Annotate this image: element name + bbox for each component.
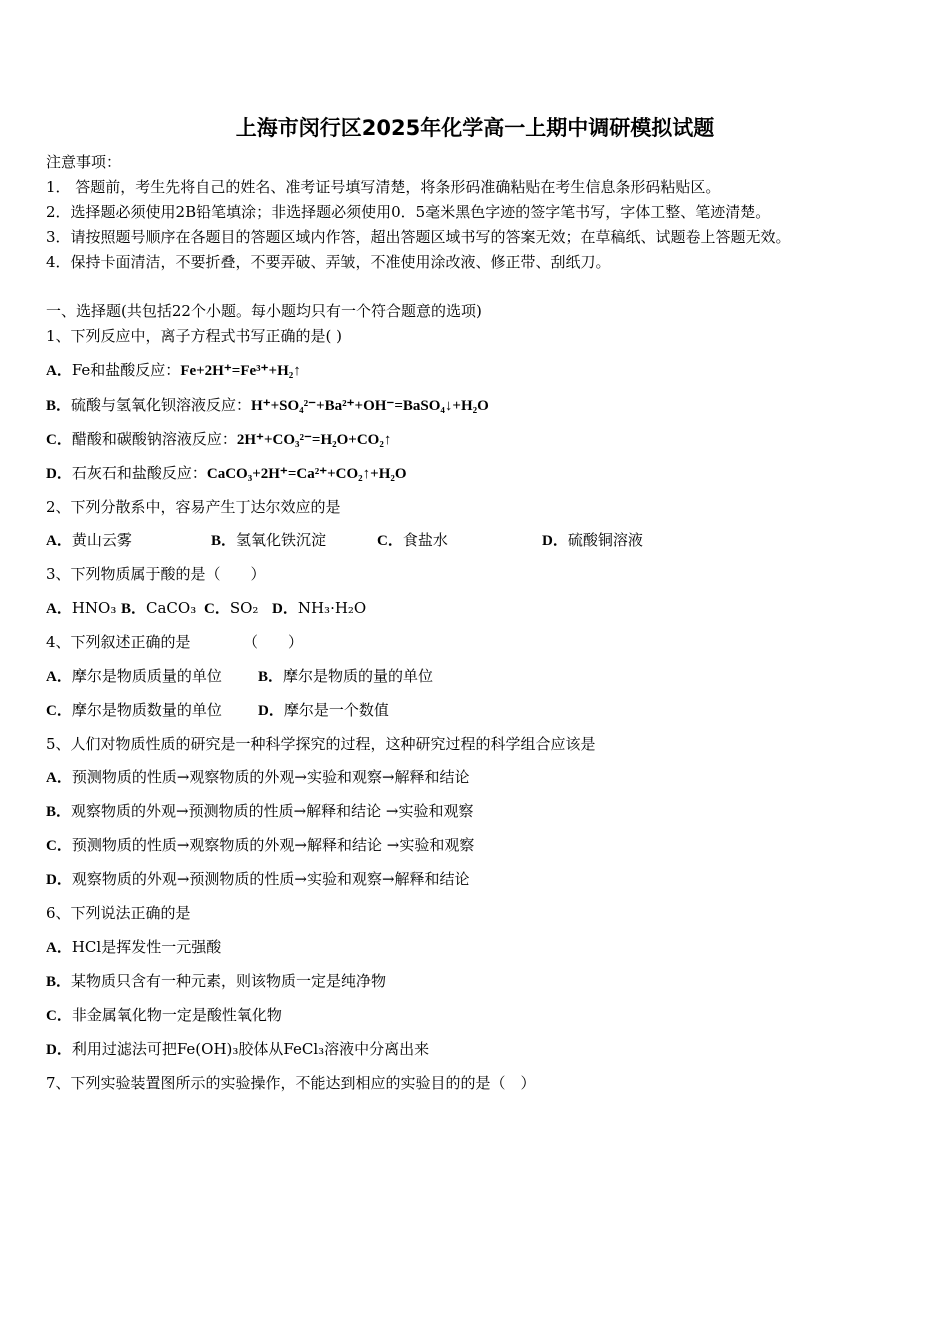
option-label: B． xyxy=(211,533,237,549)
option-text: 硫酸铜溶液 xyxy=(567,531,643,549)
question-3-option-b xyxy=(121,598,196,619)
question-5-option-d xyxy=(46,869,470,890)
question-6-option-c xyxy=(46,1005,282,1026)
question-4-option-c xyxy=(46,700,222,721)
question-3-option-a xyxy=(46,598,116,619)
option-formula: CaCO₃+2H⁺=Ca²⁺+CO₂↑+H₂O xyxy=(206,466,407,482)
question-5-stem: 5、人们对物质性质的研究是一种科学探究的过程，这种研究过程的科学组合应该是 xyxy=(46,735,596,753)
question-4-option-d xyxy=(258,700,389,721)
option-text: 摩尔是物质质量的单位 xyxy=(71,667,222,685)
option-label: B． xyxy=(46,804,72,820)
option-text: SO₂ xyxy=(229,599,259,617)
option-formula: H⁺+SO₄²⁻+Ba²⁺+OH⁻=BaSO₄↓+H₂O xyxy=(251,398,489,414)
option-prefix: Fe和盐酸反应： xyxy=(71,361,181,379)
section-heading: 一、选择题(共包括22个小题。每小题均只有一个符合题意的选项) xyxy=(46,302,482,320)
option-label: B． xyxy=(46,398,72,414)
option-label: D． xyxy=(46,1042,72,1058)
option-text: 黄山云雾 xyxy=(71,531,132,549)
question-4-stem: 4、下列叙述正确的是 （ ） xyxy=(46,633,304,651)
notice-heading: 注意事项： xyxy=(46,153,122,171)
notice-item-4: 4．保持卡面清洁，不要折叠，不要弄破、弄皱，不准使用涂改液、修正带、刮纸刀。 xyxy=(46,253,611,271)
question-1-stem: 1、下列反应中，离子方程式书写正确的是( ) xyxy=(46,327,343,345)
option-text: CaCO₃ xyxy=(146,599,197,617)
option-text: 食盐水 xyxy=(402,531,448,549)
option-prefix: 醋酸和碳酸钠溶液反应： xyxy=(71,430,237,448)
question-2-option-a xyxy=(46,530,132,551)
option-text: 摩尔是一个数值 xyxy=(283,701,389,719)
question-7-stem: 7、下列实验装置图所示的实验操作，不能达到相应的实验目的的是（ ） xyxy=(46,1074,536,1092)
page-title: 上海市闵行区2025年化学高一上期中调研模拟试题 xyxy=(235,116,715,140)
option-text: 氢氧化铁沉淀 xyxy=(236,531,327,549)
option-label: A． xyxy=(46,601,72,617)
option-text: HNO₃ xyxy=(71,599,117,617)
question-2-option-d xyxy=(542,530,643,551)
option-text: 利用过滤法可把Fe(OH)₃胶体从FeCl₃溶液中分离出来 xyxy=(71,1040,430,1058)
question-1-option-c xyxy=(46,429,391,450)
option-text: 某物质只含有一种元素，则该物质一定是纯净物 xyxy=(71,972,387,990)
option-label: C． xyxy=(46,703,72,719)
option-text: 非金属氧化物一定是酸性氧化物 xyxy=(71,1006,282,1024)
option-text: 摩尔是物质数量的单位 xyxy=(71,701,222,719)
question-4-option-b xyxy=(258,666,433,687)
question-5-option-b xyxy=(46,801,474,822)
question-3-stem: 3、下列物质属于酸的是（ ） xyxy=(46,565,266,583)
option-label: C． xyxy=(46,1008,72,1024)
option-formula: Fe+2H⁺=Fe³⁺+H₂↑ xyxy=(180,363,301,379)
question-2-stem: 2、下列分散系中，容易产生丁达尔效应的是 xyxy=(46,498,341,516)
question-2-option-b xyxy=(211,530,326,551)
option-formula: 2H⁺+CO₃²⁻=H₂O+CO₂↑ xyxy=(236,432,392,448)
question-1-option-d xyxy=(46,463,407,484)
option-label: A． xyxy=(46,363,72,379)
question-2-option-c xyxy=(377,530,448,551)
question-1-option-a xyxy=(46,360,301,381)
option-label: D． xyxy=(542,533,568,549)
option-label: C． xyxy=(46,838,72,854)
option-text: 预测物质的性质→观察物质的外观→实验和观察→解释和结论 xyxy=(71,768,470,786)
question-3-option-d xyxy=(272,598,366,619)
option-label: D． xyxy=(258,703,284,719)
option-label: D． xyxy=(272,601,298,617)
question-6-option-b xyxy=(46,971,386,992)
option-label: D． xyxy=(46,466,72,482)
question-5-option-c xyxy=(46,835,474,856)
option-label: C． xyxy=(46,432,72,448)
option-text: HCl是挥发性一元强酸 xyxy=(71,938,222,956)
option-text: 观察物质的外观→预测物质的性质→解释和结论 →实验和观察 xyxy=(71,802,474,820)
option-label: C． xyxy=(377,533,403,549)
question-6-option-a xyxy=(46,937,221,958)
option-label: A． xyxy=(46,533,72,549)
notice-item-3: 3．请按照题号顺序在各题目的答题区域内作答，超出答题区域书写的答案无效；在草稿纸、试题卷上答题无效。 xyxy=(46,228,791,246)
question-3-option-c xyxy=(204,598,258,619)
option-text: 预测物质的性质→观察物质的外观→解释和结论 →实验和观察 xyxy=(71,836,475,854)
notice-item-1: 1． 答题前，考生先将自己的姓名、准考证号填写清楚，将条形码准确粘贴在考生信息条形码粘贴区。 xyxy=(46,178,721,196)
option-label: A． xyxy=(46,669,72,685)
option-label: C． xyxy=(204,601,230,617)
question-6-stem: 6、下列说法正确的是 xyxy=(46,904,191,922)
question-6-option-d xyxy=(46,1039,429,1060)
option-prefix: 石灰石和盐酸反应： xyxy=(71,464,207,482)
question-5-option-a xyxy=(46,767,470,788)
question-1-option-b xyxy=(46,395,489,416)
option-prefix: 硫酸与氢氧化钡溶液反应： xyxy=(71,396,252,414)
option-label: B． xyxy=(46,974,72,990)
option-label: A． xyxy=(46,770,72,786)
option-text: NH₃·H₂O xyxy=(297,599,367,617)
question-4-option-a xyxy=(46,666,222,687)
option-label: B． xyxy=(258,669,284,685)
option-label: D． xyxy=(46,872,72,888)
option-label: A． xyxy=(46,940,72,956)
notice-item-2: 2．选择题必须使用2B铅笔填涂；非选择题必须使用0．5毫米黑色字迹的签字笔书写，字体工整、笔迹清楚。 xyxy=(46,203,771,221)
option-text: 观察物质的外观→预测物质的性质→实验和观察→解释和结论 xyxy=(71,870,470,888)
option-text: 摩尔是物质的量的单位 xyxy=(283,667,434,685)
option-label: B． xyxy=(121,601,147,617)
